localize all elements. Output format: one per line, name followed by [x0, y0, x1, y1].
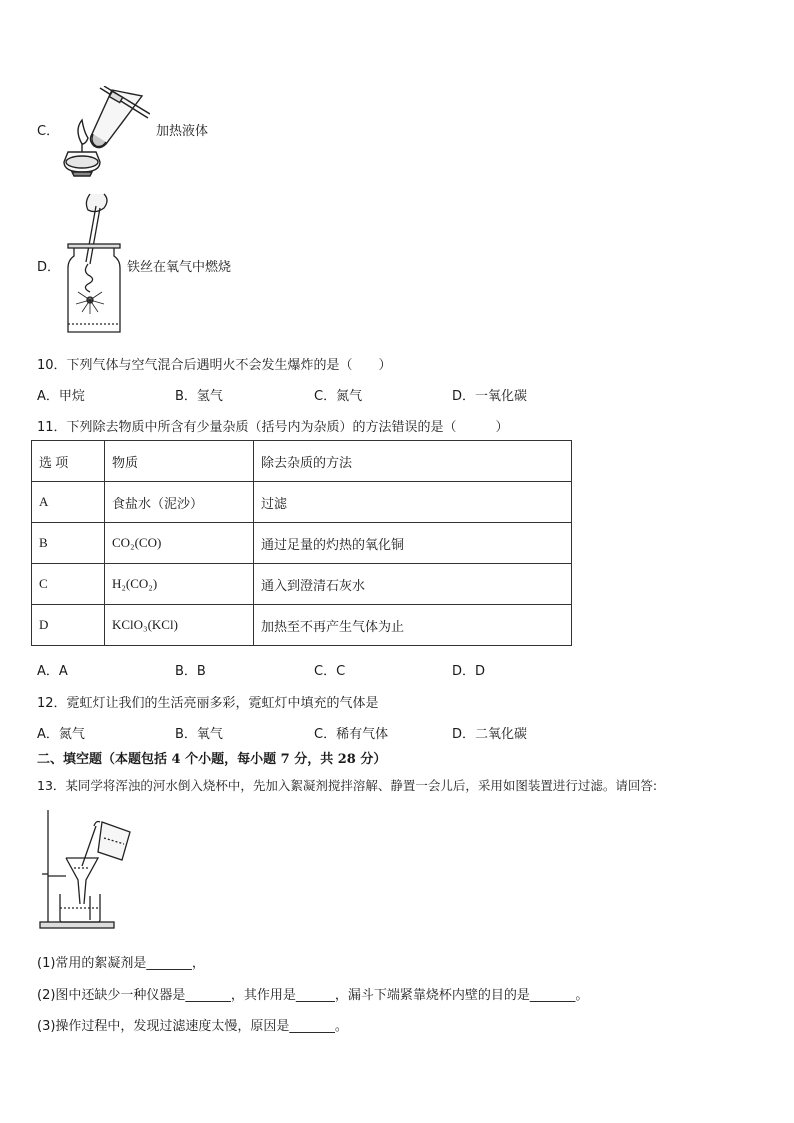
iron-wire-burning-figure — [64, 192, 126, 334]
row-method: 通过足量的灼热的氧化铜 — [254, 523, 572, 564]
row-option: D — [32, 605, 105, 646]
q11-option-a: A．A — [37, 664, 68, 679]
q12-option-b: B．氧气 — [175, 727, 223, 742]
q12-option-a: A．氮气 — [37, 727, 85, 742]
q9-option-c-text: 加热液体 — [156, 124, 209, 139]
row-option: C — [32, 564, 105, 605]
q12-stem: 12．霓虹灯让我们的生活亮丽多彩，霓虹灯中填充的气体是 — [37, 696, 379, 711]
row-substance: 食盐水（泥沙） — [105, 482, 254, 523]
q10-option-b: B．氢气 — [175, 389, 223, 404]
q10-option-c: C．氮气 — [314, 389, 363, 404]
q9-option-d-letter: D． — [37, 260, 61, 275]
q11-option-d: D．D — [452, 664, 486, 679]
header-substance: 物质 — [105, 441, 254, 482]
q9-option-c-letter: C． — [37, 124, 60, 139]
q13-sub2: (2)图中还缺少一种仪器是_______，其作用是______，漏斗下端紧靠烧杯内壁的目的是_______。 — [37, 988, 589, 1003]
q12-option-c: C．稀有气体 — [314, 727, 389, 742]
q13-sub1: (1)常用的絮凝剂是_______， — [37, 956, 205, 971]
table-row — [32, 523, 572, 564]
q13-sub3: (3)操作过程中，发现过滤速度太慢，原因是_______。 — [37, 1019, 348, 1034]
q12-option-d: D．二氧化碳 — [452, 727, 528, 742]
q13-stem: 13．某同学将浑浊的河水倒入烧杯中，先加入絮凝剂搅拌溶解、静置一会儿后，采用如图装置进行过滤。请回答: — [37, 778, 658, 793]
filtration-apparatus-figure — [38, 808, 138, 930]
q11-option-c: C．C — [314, 664, 346, 679]
header-method: 除去杂质的方法 — [254, 441, 572, 482]
q9-option-d-text: 铁丝在氧气中燃烧 — [127, 260, 232, 275]
table-row — [32, 564, 572, 605]
q11-table — [31, 440, 572, 646]
q11-option-b: B．B — [175, 664, 206, 679]
section-title: 二、填空题（本题包括 4 个小题，每小题 7 分，共 28 分） — [37, 752, 387, 767]
row-substance: H₂(CO₂) — [105, 564, 254, 605]
heating-liquid-figure — [60, 86, 150, 178]
table-header-row — [32, 441, 572, 482]
row-option: B — [32, 523, 105, 564]
row-substance: KClO₃(KCl) — [105, 605, 254, 646]
header-option: 选 项 — [32, 441, 105, 482]
row-method: 加热至不再产生气体为止 — [254, 605, 572, 646]
q10-option-a: A．甲烷 — [37, 389, 85, 404]
q10-option-d: D．一氧化碳 — [452, 389, 528, 404]
q10-stem: 10．下列气体与空气混合后遇明火不会发生爆炸的是（ ） — [37, 358, 392, 373]
row-method: 通入到澄清石灰水 — [254, 564, 572, 605]
row-option: A — [32, 482, 105, 523]
table-row — [32, 605, 572, 646]
table-row — [32, 482, 572, 523]
row-method: 过滤 — [254, 482, 572, 523]
q11-stem: 11．下列除去物质中所含有少量杂质（括号内为杂质）的方法错误的是（ ） — [37, 420, 509, 435]
row-substance: CO₂(CO) — [105, 523, 254, 564]
